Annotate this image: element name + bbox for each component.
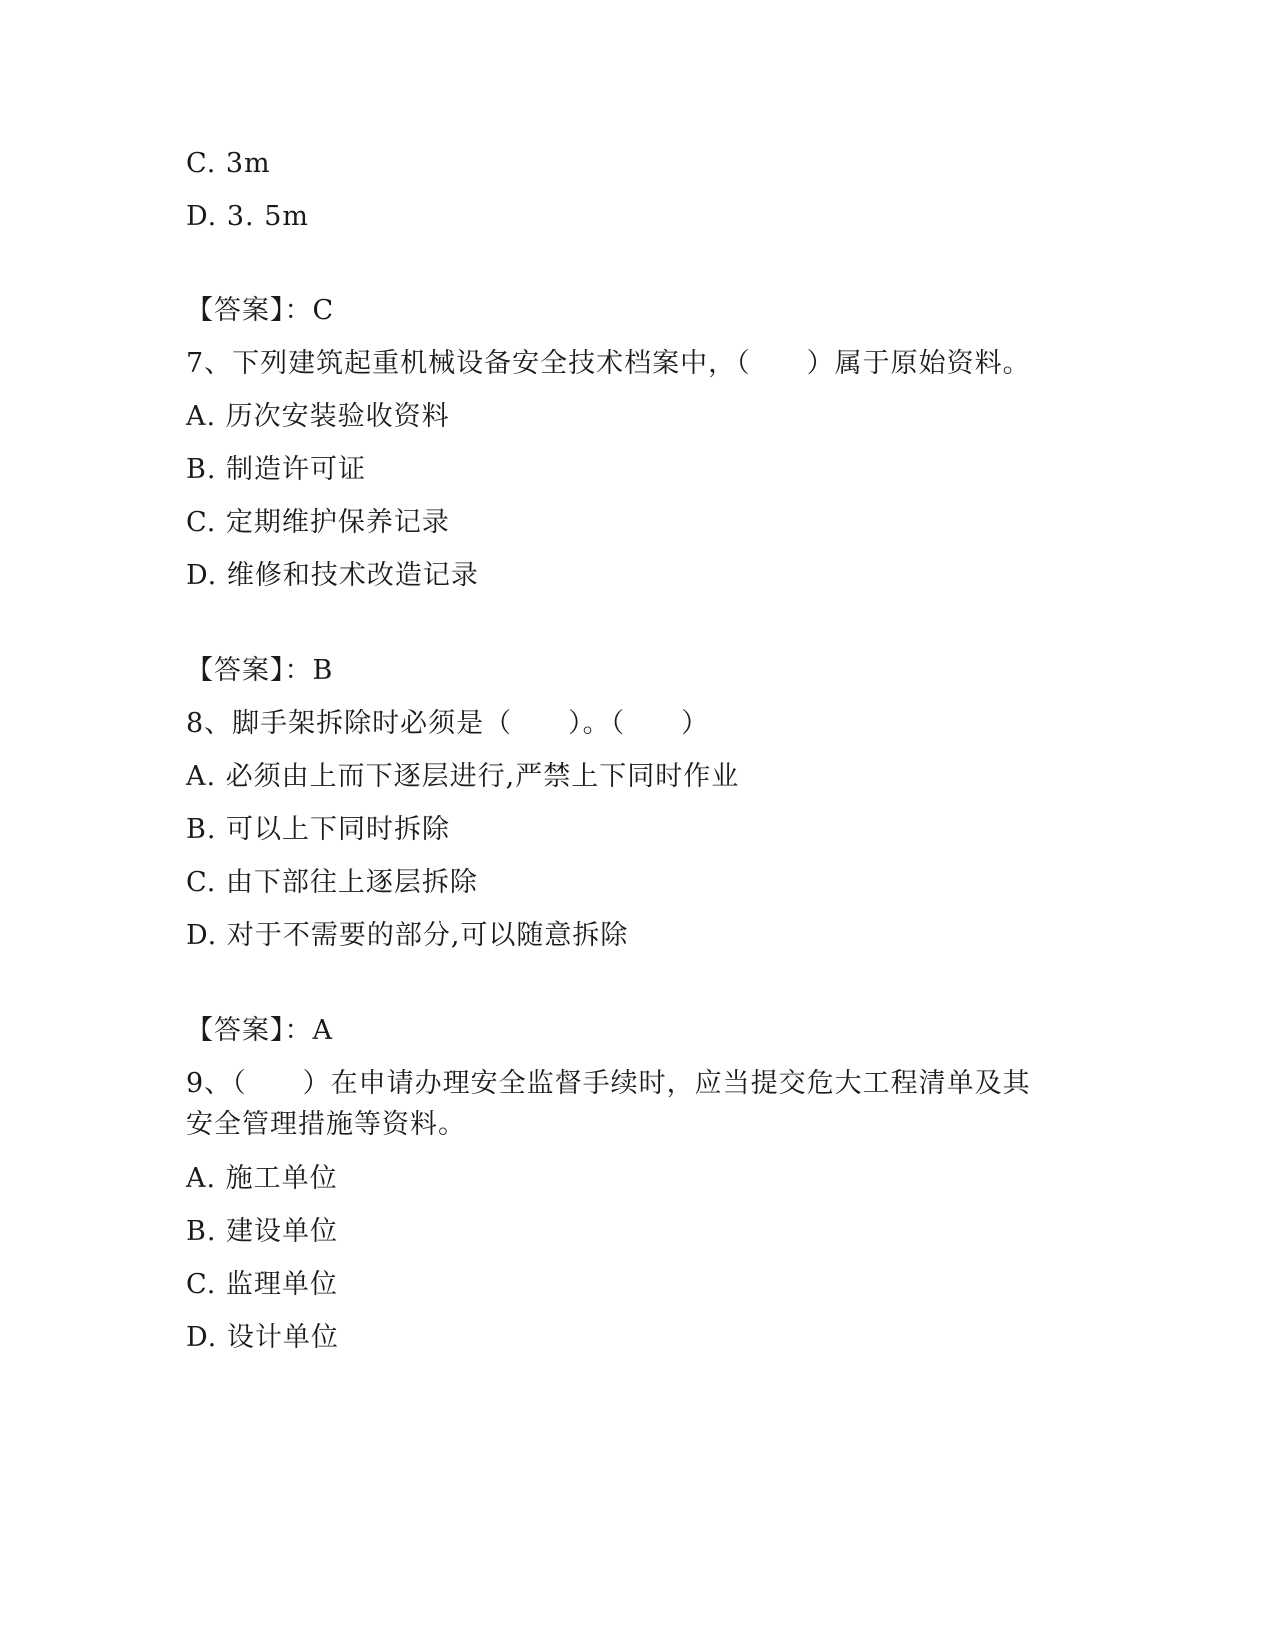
answer-label: 【答案】：C xyxy=(186,295,335,326)
question-9-text-line2: 安全管理措施等资料。 xyxy=(186,1109,466,1140)
question-7-option-b: B. 制造许可证 xyxy=(186,454,367,485)
question-7-text: 7、下列建筑起重机械设备安全技术档案中，（ ）属于原始资料。 xyxy=(186,348,1031,379)
question-9-option-c: C. 监理单位 xyxy=(186,1269,338,1300)
question-9-option-b: B. 建设单位 xyxy=(186,1216,339,1247)
question-9-text-line1: 9、（ ）在申请办理安全监督手续时，应当提交危大工程清单及其 xyxy=(186,1068,1031,1099)
question-7-option-c: C. 定期维护保养记录 xyxy=(186,507,450,538)
question-8-option-a: A. 必须由上而下逐层进行,严禁上下同时作业 xyxy=(186,761,740,792)
question-9-option-a: A. 施工单位 xyxy=(186,1163,338,1194)
option-d: D. 3. 5m xyxy=(186,201,309,232)
question-7-answer: 【答案】：B xyxy=(186,655,334,686)
question-8-text: 8、脚手架拆除时必须是（ ）。（ ） xyxy=(186,708,710,739)
question-9-option-d: D. 设计单位 xyxy=(186,1322,339,1353)
question-8-option-b: B. 可以上下同时拆除 xyxy=(186,814,451,845)
question-8-option-d: D. 对于不需要的部分,可以随意拆除 xyxy=(186,920,629,951)
question-7-option-a: A. 历次安装验收资料 xyxy=(186,401,450,432)
question-8-answer: 【答案】：A xyxy=(186,1015,333,1046)
question-8-option-c: C. 由下部往上逐层拆除 xyxy=(186,867,478,898)
question-7-option-d: D. 维修和技术改造记录 xyxy=(186,560,479,591)
option-c: C. 3m xyxy=(186,148,271,179)
